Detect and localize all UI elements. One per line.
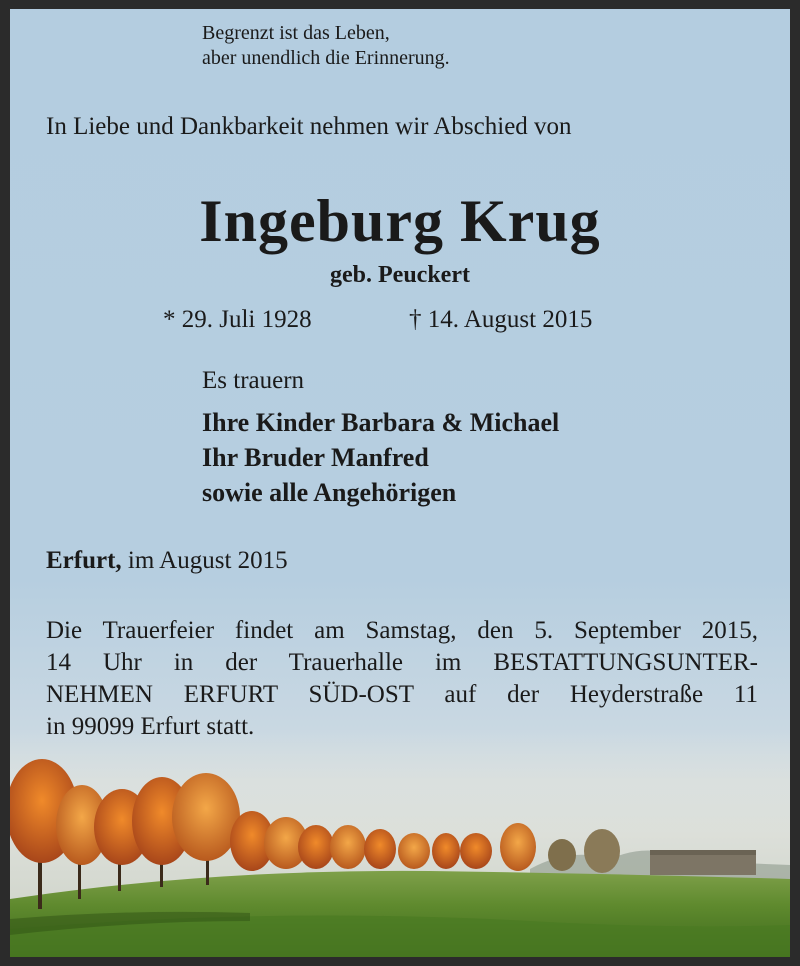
mourners-list (202, 405, 559, 510)
quote-line-1: Begrenzt ist das Leben, (202, 22, 390, 44)
obituary-notice (10, 9, 790, 957)
funeral-line: in 99099 Erfurt statt. (46, 713, 255, 740)
deceased-name: Ingeburg Krug (199, 188, 601, 254)
mourner-line: Ihr Bruder Manfred (202, 443, 429, 472)
death-date: † 14. August 2015 (409, 306, 593, 333)
memorial-quote (202, 21, 450, 71)
funeral-line: Die Trauerfeier findet am Samstag, den 5. September 2015, (46, 617, 758, 644)
birth-date: * 29. Juli 1928 (163, 306, 312, 333)
date: im August 2015 (127, 547, 288, 574)
farewell-intro: In Liebe und Dankbarkeit nehmen wir Abschied von (46, 113, 572, 140)
funeral-line: 14 Uhr in der Trauerhalle im BESTATTUNGSUNTER- (46, 649, 758, 676)
place-and-date (46, 547, 288, 575)
funeral-line: NEHMEN ERFURT SÜD-OST auf der Heyderstraße 11 (46, 681, 758, 708)
mourner-line: Ihre Kinder Barbara & Michael (202, 408, 560, 437)
quote-line-2: aber unendlich die Erinnerung. (202, 47, 450, 69)
mourners-intro: Es trauern (202, 367, 305, 394)
autumn-landscape-image (10, 729, 790, 957)
place: Erfurt, (46, 547, 122, 574)
birth-name: geb. Peuckert (330, 262, 470, 288)
mourner-line: sowie alle Angehörigen (202, 478, 457, 507)
funeral-details (46, 615, 758, 743)
